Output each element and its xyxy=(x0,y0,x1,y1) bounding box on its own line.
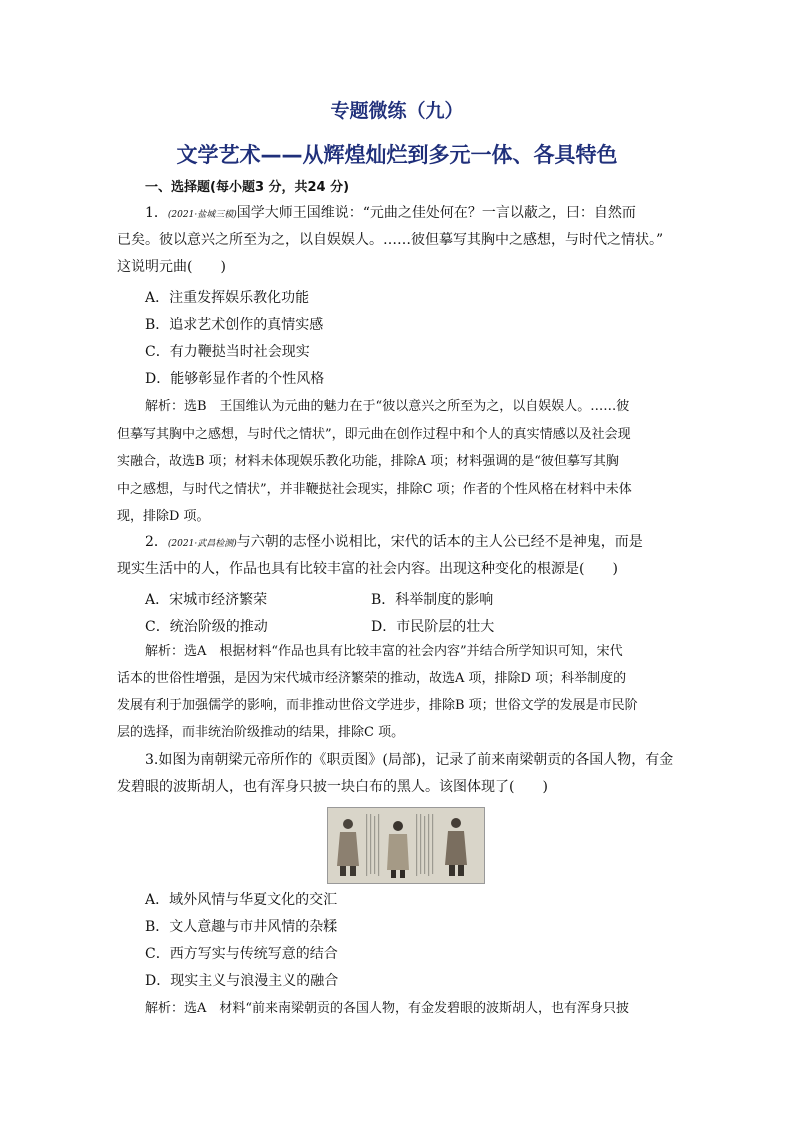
analysis-line: 层的选择，而非统治阶级推动的结果，排除C 项。 xyxy=(117,725,405,740)
option-b: B．追求艺术创作的真情实感 xyxy=(145,317,324,333)
option-c: C．西方写实与传统写意的结合 xyxy=(145,946,338,962)
question-number: 1． xyxy=(145,205,168,221)
analysis-line: 实融合，故选B 项；材料未体现娱乐教化功能，排除A 项；材料强调的是“彼但摹写其胸 xyxy=(117,454,619,469)
question-source: (2021·武昌检测) xyxy=(167,539,237,549)
question-3-line-1: 3.如图为南朝梁元帝所作的《职贡图》(局部)，记录了前来南梁朝贡的各国人物，有金 xyxy=(145,752,674,768)
question-2-line-1 xyxy=(145,529,705,558)
question-1-line-1 xyxy=(145,200,705,229)
analysis-line: 发展有利于加强儒学的影响，而非推动世俗文学进步，排除B 项；世俗文学的发展是市民阶 xyxy=(117,698,638,713)
option-b: B．文人意趣与市井风情的杂糅 xyxy=(145,919,338,935)
analysis-line: 解析：选A 材料“前来南梁朝贡的各国人物，有金发碧眼的波斯胡人，也有浑身只披 xyxy=(145,1001,630,1016)
analysis-line: 解析：选A 根据材料“作品也具有比较丰富的社会内容”并结合所学知识可知，宋代 xyxy=(145,644,623,659)
page-subtitle: 文学艺术——从辉煌灿烂到多元一体、各具特色 xyxy=(176,143,618,167)
option-d: D．现实主义与浪漫主义的融合 xyxy=(145,973,339,989)
option-c: C．统治阶级的推动 xyxy=(145,619,268,635)
question-text: 与六朝的志怪小说相比，宋代的话本的主人公已经不是神鬼，而是 xyxy=(236,534,643,550)
question-2-line-2: 现实生活中的人，作品也具有比较丰富的社会内容。出现这种变化的根源是( ) xyxy=(117,561,618,577)
option-a: A．域外风情与华夏文化的交汇 xyxy=(145,892,338,908)
tribute-painting-image xyxy=(327,807,485,884)
analysis-line: 解析：选B 王国维认为元曲的魅力在于“彼以意兴之所至为之，以自娱娱人。……彼 xyxy=(145,399,630,414)
question-3-line-2: 发碧眼的波斯胡人，也有浑身只披一块白布的黑人。该图体现了( ) xyxy=(117,779,548,795)
analysis-line: 话本的世俗性增强，是因为宋代城市经济繁荣的推动，故选A 项，排除D 项；科举制度的 xyxy=(117,671,627,686)
question-1-line-3: 这说明元曲( ) xyxy=(117,259,226,275)
section-heading: 一、选择题(每小题3 分，共24 分) xyxy=(145,180,350,195)
analysis-line: 现，排除D 项。 xyxy=(117,509,210,524)
option-d: D．能够彰显作者的个性风格 xyxy=(145,371,325,387)
question-source: (2021·盐城三模) xyxy=(167,210,237,220)
analysis-line: 但摹写其胸中之感想，与时代之情状”，即元曲在创作过程中和个人的真实情感以及社会现 xyxy=(117,427,631,442)
analysis-line: 中之感想，与时代之情状”，并非鞭挞社会现实，排除C 项；作者的个性风格在材料中未体 xyxy=(117,482,632,497)
option-a: A．注重发挥娱乐教化功能 xyxy=(145,290,310,306)
question-1-line-2: 已矣。彼以意兴之所至为之，以自娱娱人。……彼但摹写其胸中之感想，与时代之情状。” xyxy=(117,232,664,248)
question-number: 2． xyxy=(145,534,168,550)
painting-illustration xyxy=(328,808,484,883)
option-b: B．科举制度的影响 xyxy=(371,592,494,608)
option-a: A．宋城市经济繁荣 xyxy=(145,592,268,608)
option-c: C．有力鞭挞当时社会现实 xyxy=(145,344,310,360)
option-d: D．市民阶层的壮大 xyxy=(371,619,495,635)
question-text: 国学大师王国维说：“元曲之佳处何在？一言以蔽之，曰：自然而 xyxy=(236,205,636,221)
page-title: 专题微练（九） xyxy=(330,100,464,122)
